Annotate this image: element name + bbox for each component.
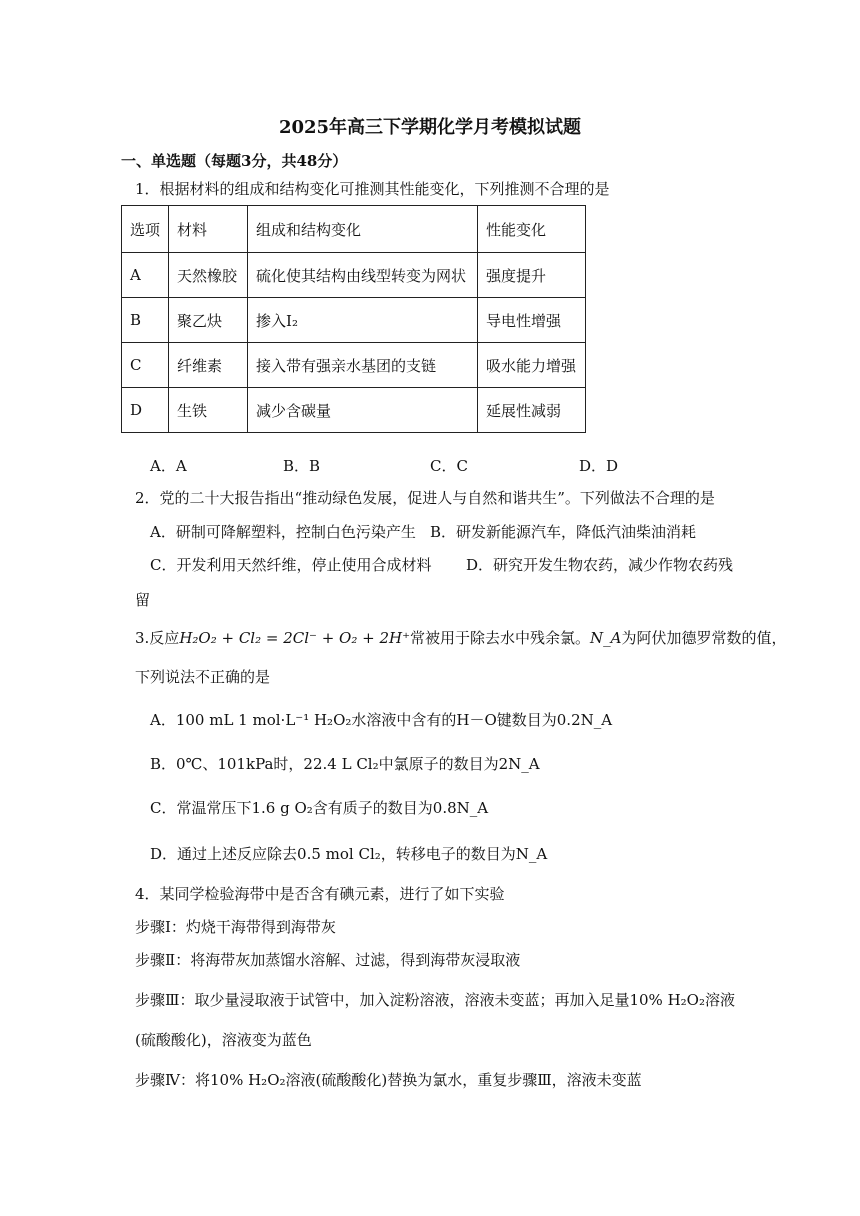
q1-table	[121, 205, 586, 433]
q4-step-3: 步骤Ⅲ：取少量浸取液于试管中，加入淀粉溶液，溶液未变蓝；再加入足量10% H₂O₂溶液	[135, 991, 735, 1009]
q1-stem: 1．根据材料的组成和结构变化可推测其性能变化，下列推测不合理的是	[135, 180, 610, 198]
table-cell: 天然橡胶	[169, 253, 248, 298]
table-cell: A	[122, 253, 169, 298]
table-cell: C	[122, 343, 169, 388]
q2-option-a: A．研制可降解塑料，控制白色污染产生	[150, 523, 416, 541]
table-cell: 硫化使其结构由线型转变为网状	[248, 253, 478, 298]
section-heading: 一、单选题（每题3分，共48分）	[121, 152, 348, 170]
table-cell: 减少含碳量	[248, 388, 478, 433]
q3-stem-mid: 常被用于除去水中残余氯。	[410, 629, 591, 647]
q4-step-4: 步骤Ⅳ：将10% H₂O₂溶液(硫酸酸化)替换为氯水，重复步骤Ⅲ，溶液未变蓝	[135, 1071, 642, 1089]
table-row	[122, 388, 586, 433]
q1-option-d: D．D	[579, 457, 619, 475]
table-cell: 吸水能力增强	[478, 343, 586, 388]
q2-stem: 2．党的二十大报告指出“推动绿色发展，促进人与自然和谐共生”。下列做法不合理的是	[135, 489, 715, 507]
q1-option-c: C．C	[430, 457, 468, 475]
q3-equation: H₂O₂ + Cl₂ = 2Cl⁻ + O₂ + 2H⁺	[179, 629, 411, 647]
table-cell: 接入带有强亲水基团的支链	[248, 343, 478, 388]
q3-stem	[135, 628, 787, 648]
table-cell: D	[122, 388, 169, 433]
table-cell: B	[122, 298, 169, 343]
q3-avogadro: N_A	[590, 629, 622, 647]
table-row	[122, 253, 586, 298]
q3-option-b: B．0℃、101kPa时，22.4 L Cl₂中氯原子的数目为2N_A	[150, 755, 540, 773]
q2-option-d-cont: 留	[135, 591, 151, 609]
q2-option-c: C．开发利用天然纤维，停止使用合成材料	[150, 556, 432, 574]
q4-step-3-cont: (硫酸酸化)，溶液变为蓝色	[135, 1031, 312, 1049]
q2-option-d: D．研究开发生物农药，减少作物农药残	[466, 556, 734, 574]
q3-stem-end: 为阿伏加德罗常数的值，	[621, 629, 787, 647]
q3-stem-prefix: 3.反应	[135, 629, 180, 647]
q3-option-a: A．100 mL 1 mol·L⁻¹ H₂O₂水溶液中含有的H－O键数目为0.2N_A	[150, 711, 613, 729]
exam-title: 2025年高三下学期化学月考模拟试题	[278, 117, 582, 138]
table-header-row	[122, 206, 586, 253]
table-cell: 纤维素	[169, 343, 248, 388]
table-header-cell: 选项	[122, 206, 169, 253]
table-cell: 生铁	[169, 388, 248, 433]
table-header-cell: 材料	[169, 206, 248, 253]
q3-option-d: D．通过上述反应除去0.5 mol Cl₂，转移电子的数目为N_A	[150, 845, 548, 863]
table-cell: 强度提升	[478, 253, 586, 298]
table-cell: 延展性减弱	[478, 388, 586, 433]
table-header-cell: 组成和结构变化	[248, 206, 478, 253]
table-header-cell: 性能变化	[478, 206, 586, 253]
table-cell: 聚乙炔	[169, 298, 248, 343]
table-row	[122, 343, 586, 388]
q4-step-1: 步骤Ⅰ：灼烧干海带得到海带灰	[135, 918, 336, 936]
q4-step-2: 步骤Ⅱ：将海带灰加蒸馏水溶解、过滤，得到海带灰浸取液	[135, 951, 521, 969]
q4-stem: 4．某同学检验海带中是否含有碘元素，进行了如下实验	[135, 885, 505, 903]
q2-option-b: B．研发新能源汽车，降低汽油柴油消耗	[430, 523, 697, 541]
q3-option-c: C．常温常压下1.6 g O₂含有质子的数目为0.8N_A	[150, 799, 489, 817]
q3-stem-line2: 下列说法不正确的是	[135, 668, 271, 686]
table-cell: 掺入I₂	[248, 298, 478, 343]
q1-option-a: A．A	[150, 457, 187, 475]
q1-option-b: B．B	[283, 457, 321, 475]
table-cell: 导电性增强	[478, 298, 586, 343]
table-row	[122, 298, 586, 343]
